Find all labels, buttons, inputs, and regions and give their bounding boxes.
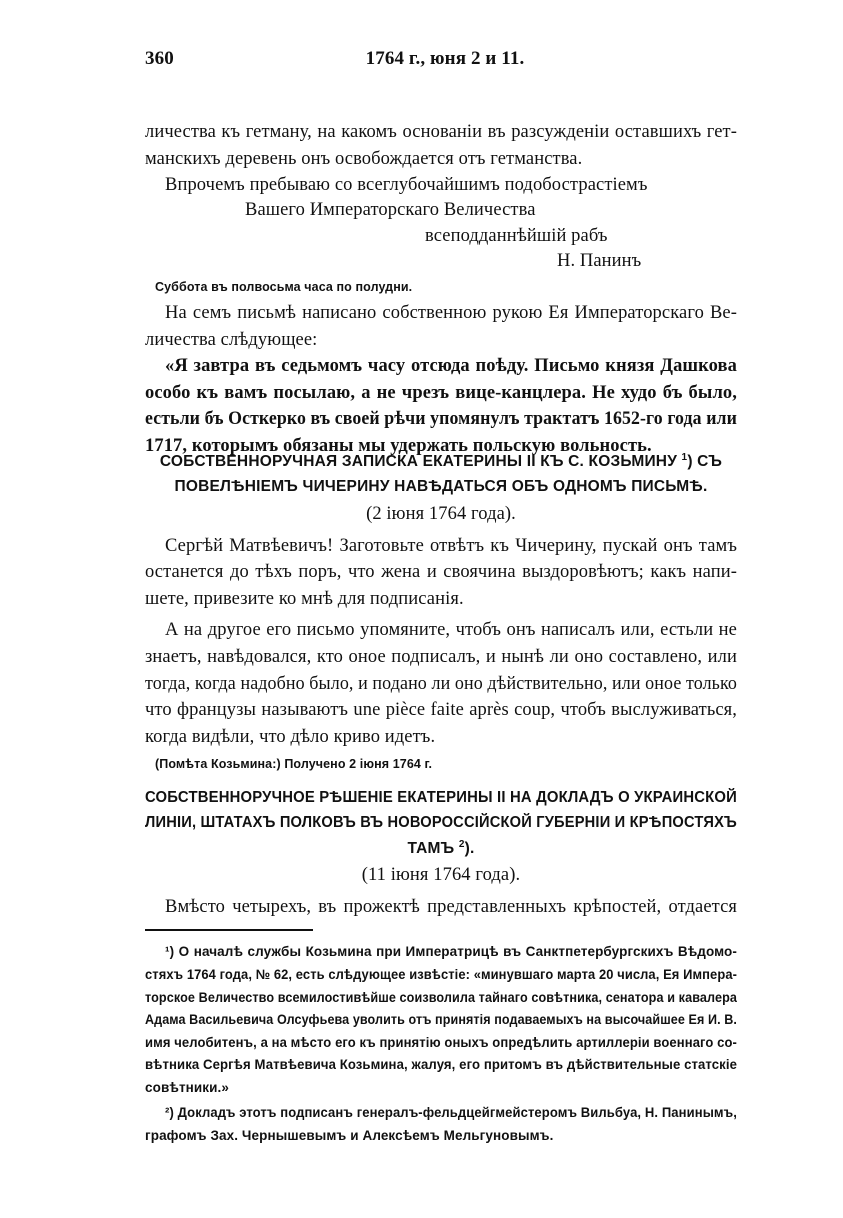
body-line: тогда, когда надобно было, и подано ли оно дѣйствительно, или оное только	[145, 674, 737, 694]
footnote-line: имя челобитенъ, а на мѣсто его къ принятію оныхъ опредѣлить артиллеріи военнаго со-	[145, 1035, 737, 1050]
footnote-line: торское Величество всемилостивѣйше соизволила тайнаго совѣтника, сенатора и кавалера	[145, 990, 737, 1005]
body-line: Вмѣсто четырехъ, въ прожектѣ представленныхъ крѣпостей, отдается	[165, 897, 737, 917]
quote-line: «Я завтра въ седьмомъ часу отсюда поѣду. Письмо князя Дашкова	[165, 356, 737, 376]
footnote-divider	[145, 929, 313, 931]
closing-line: Впрочемъ пребываю со всеглубочайшимъ подобострастіемъ	[165, 175, 648, 195]
body-line: останется до тѣхъ поръ, что жена и своячина выздоровѣютъ; какъ напи-	[145, 562, 737, 582]
section-title-text: СОБСТВЕННОРУЧНАЯ ЗАПИСКА ЕКАТЕРИНЫ II КЪ С. КОЗЬМИНУ	[159, 453, 678, 470]
quote-line: особо къ вамъ посылаю, а не чрезъ вице-канцлера. Не худо бъ было,	[145, 383, 737, 403]
section-title-text: ТАМЪ	[407, 840, 455, 857]
section-date: (11 іюня 1764 года).	[361, 865, 521, 885]
body-line: что французы называютъ une pièce faite après coup, чтобъ выслуживаться,	[145, 700, 737, 720]
page-number: 360	[145, 48, 174, 69]
closing-line: Вашего Императорскаго Величества	[245, 200, 536, 220]
body-line: личества слѣдующее:	[145, 330, 318, 350]
time-note: Суббота въ полвосьма часа по полудни.	[155, 280, 413, 294]
body-line: личества къ гетману, на какомъ основаніи въ разсужденіи оставшихъ гет-	[145, 122, 737, 142]
footnote-line: вѣтника Сергѣя Матвѣевича Козьмина, жалуя, его притомъ въ дѣйствительные статскіе	[145, 1057, 737, 1072]
quote-line: 1717, которымъ обязаны мы удержать польскую вольность.	[145, 436, 652, 456]
section-title: ПОВЕЛѢНІЕМЪ ЧИЧЕРИНУ НАВѢДАТЬСЯ ОБЪ ОДНОМЪ ПИСЬМѢ.	[174, 478, 708, 495]
body-line: знаетъ, навѣдовался, кто оное подписалъ, и нынѣ ли оно составлено, или	[145, 647, 737, 667]
footnote-ref[interactable]: 2	[458, 838, 465, 850]
body-line: когда видѣли, что дѣло криво идетъ.	[145, 727, 436, 747]
footnote-line: совѣтники.»	[145, 1080, 230, 1095]
footnote-line: стяхъ 1764 года, № 62, есть слѣдующее извѣстіе: «минувшаго марта 20 числа, Ея Импера-	[145, 967, 737, 982]
body-line: Сергѣй Матвѣевичъ! Заготовьте отвѣтъ къ Чичерину, пускай онъ тамъ	[165, 536, 737, 556]
section-title-text: ).	[464, 840, 475, 857]
quote-line: естьли бъ Осткерко въ своей рѣчи упомянулъ трактатъ 1652-го года или	[145, 409, 737, 429]
body-line: шете, привезите ко мнѣ для подписанія.	[145, 589, 464, 609]
section-title: ЛИНІИ, ШТАТАХЪ ПОЛКОВЪ ВЪ НОВОРОССІЙСКОЙ ГУБЕРНІИ И КРѢПОСТЯХЪ	[145, 814, 737, 831]
closing-line: всеподданнѣйшій рабъ	[425, 226, 608, 246]
body-line: манскихъ деревень онъ освобождается отъ гетманства.	[145, 149, 583, 169]
footnote-ref[interactable]: 1	[681, 451, 688, 463]
footnote-line: графомъ Зах. Чернышевымъ и Алексѣемъ Мельгуновымъ.	[145, 1128, 554, 1143]
receipt-note: (Помѣта Козьмина:) Получено 2 іюня 1764 г.	[155, 757, 433, 771]
section-title	[145, 451, 737, 473]
section-title	[145, 838, 737, 860]
section-title: СОБСТВЕННОРУЧНОЕ РѢШЕНІЕ ЕКАТЕРИНЫ II НА ДОКЛАДЪ О УКРАИНСКОЙ	[145, 789, 737, 806]
section-date: (2 іюня 1764 года).	[366, 504, 516, 524]
body-line: А на другое его письмо упомяните, чтобъ онъ написалъ или, естьли не	[165, 620, 737, 640]
section-title-text: ) СЪ	[687, 453, 723, 470]
footnote-line: ²) Докладъ этотъ подписанъ генералъ-фельдцейгмейстеромъ Вильбуа, Н. Панинымъ,	[165, 1105, 737, 1120]
body-line: На семъ письмѣ написано собственною рукою Ея Императорскаго Ве-	[165, 303, 737, 323]
footnote-line: ¹) О началѣ службы Козьмина при Императрицѣ въ Санктпетербургскихъ Вѣдомо-	[165, 944, 737, 959]
footnote-line: Адама Васильевича Олсуфьева уволить отъ принятія подаваемыхъ на высочайшее Ея И. В.	[145, 1012, 737, 1027]
signature: Н. Панинъ	[557, 251, 642, 271]
running-title: 1764 г., юня 2 и 11.	[365, 48, 525, 69]
